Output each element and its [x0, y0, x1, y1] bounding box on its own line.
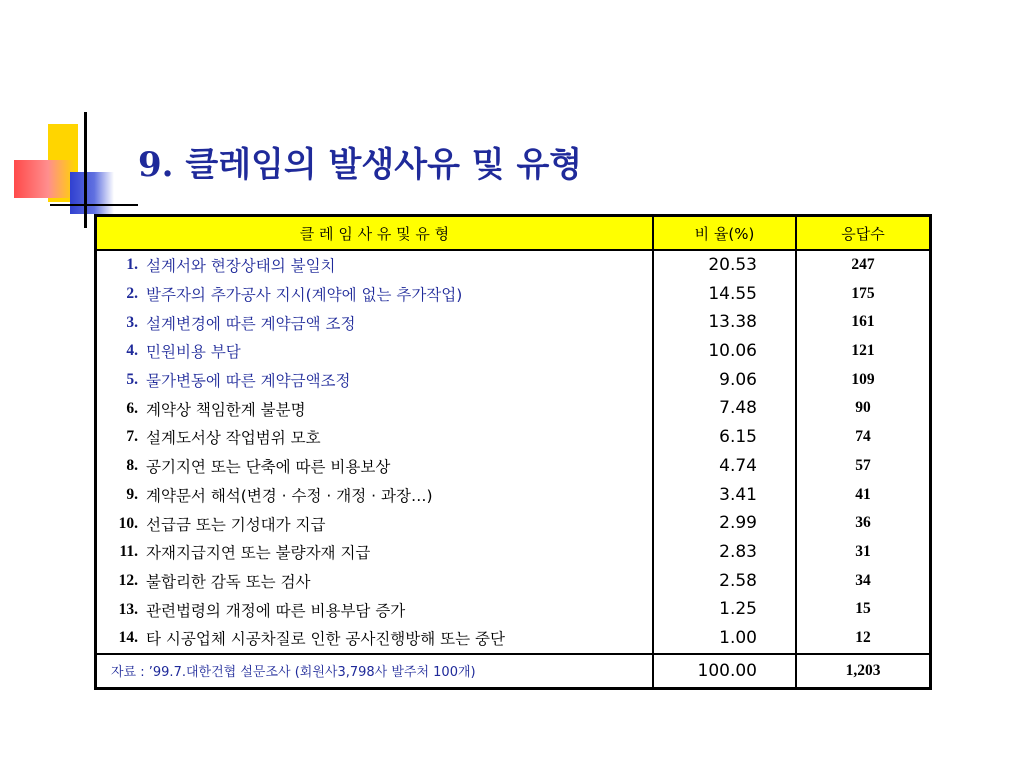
count-value: 41: [855, 485, 871, 503]
ratio-value: 6.15: [719, 427, 757, 448]
reason-text: 설계서와 현장상태의 불일치: [146, 257, 336, 276]
reason-text: 물가변동에 따른 계약금액조정: [146, 372, 351, 391]
ratios-cell: [653, 250, 796, 654]
ratio-value: 7.48: [719, 398, 757, 419]
reason-number: 3.: [126, 313, 138, 331]
reason-number: 13.: [118, 600, 138, 618]
count-value: 36: [855, 514, 871, 532]
count-value: 57: [855, 456, 871, 474]
count-value: 90: [855, 399, 871, 417]
count-value: 74: [855, 428, 871, 446]
ratio-value: 3.41: [719, 484, 757, 505]
ratio-value: 4.74: [719, 455, 757, 476]
reason-text: 발주자의 추가공사 지시(계약에 없는 추가작업): [146, 286, 463, 305]
total-count: 1,203: [796, 654, 931, 689]
reason-number: 4.: [126, 342, 138, 360]
ratio-value: 14.55: [708, 283, 757, 304]
slide-title: [138, 140, 582, 190]
ratio-value: 1.00: [719, 627, 757, 648]
reason-number: 12.: [118, 571, 138, 589]
reason-text: 계약문서 해석(변경 · 수정 · 개정 · 과장…): [146, 486, 433, 505]
reason-item: [97, 394, 652, 423]
count-value: 121: [851, 342, 875, 360]
ratio-value: 10.06: [708, 341, 757, 362]
reason-item: [97, 567, 652, 596]
body-row: [96, 250, 931, 654]
reason-item: [97, 452, 652, 481]
counts-cell: [796, 250, 931, 654]
reasons-cell: [96, 250, 653, 654]
reason-item: [97, 509, 652, 538]
reason-number: 14.: [118, 629, 138, 647]
total-ratio: 100.00: [653, 654, 796, 689]
title-text: 클레임의 발생사유 및 유형: [185, 145, 583, 185]
reason-number: 5.: [126, 371, 138, 389]
reason-text: 자재지급지연 또는 불량자재 지급: [146, 544, 371, 563]
reason-number: 10.: [118, 514, 138, 532]
decor-vertical-line: [84, 112, 87, 228]
reason-item: [97, 337, 652, 366]
reason-item: [97, 538, 652, 567]
reason-number: 6.: [126, 399, 138, 417]
count-value: 31: [855, 542, 871, 560]
count-value: 175: [851, 284, 875, 302]
reason-number: 7.: [126, 428, 138, 446]
reason-text: 타 시공업체 시공차질로 인한 공사진행방해 또는 중단: [146, 630, 505, 649]
reason-item: [97, 308, 652, 337]
header-ratio: 비 율(%): [653, 216, 796, 251]
reason-number: 11.: [119, 543, 138, 561]
reason-text: 민원비용 부담: [146, 343, 241, 362]
count-value: 12: [855, 628, 871, 646]
count-value: 109: [851, 370, 875, 388]
count-value: 15: [855, 600, 871, 618]
reason-item: [97, 366, 652, 395]
reason-number: 8.: [126, 457, 138, 475]
reason-text: 설계도서상 작업범위 모호: [146, 429, 321, 448]
reason-item: [97, 423, 652, 452]
reason-text: 선급금 또는 기성대가 지급: [146, 515, 326, 534]
title-number: 9.: [138, 145, 174, 185]
ratio-value: 13.38: [708, 312, 757, 333]
reason-text: 관련법령의 개정에 따른 비용부담 증가: [146, 601, 406, 620]
header-reason: 클 레 임 사 유 및 유 형: [96, 216, 653, 251]
footer-row: [96, 654, 931, 689]
reason-item: [97, 280, 652, 309]
reason-text: 불합리한 감독 또는 검사: [146, 572, 311, 591]
ratio-value: 2.58: [719, 570, 757, 591]
reason-text: 공기지연 또는 단축에 따른 비용보상: [146, 458, 391, 477]
claim-table: [94, 214, 932, 690]
ratio-value: 9.06: [719, 369, 757, 390]
reason-item: [97, 595, 652, 624]
ratio-value: 2.83: [719, 541, 757, 562]
reason-item: [97, 251, 652, 280]
reason-item: [97, 481, 652, 510]
header-row: [96, 216, 931, 251]
header-count: 응답수: [796, 216, 931, 251]
ratio-value: 2.99: [719, 513, 757, 534]
ratio-value: 1.25: [719, 599, 757, 620]
decor-horizontal-line: [50, 204, 138, 206]
count-value: 161: [851, 313, 875, 331]
reason-text: 계약상 책임한계 불분명: [146, 400, 306, 419]
reason-text: 설계변경에 따른 계약금액 조정: [146, 314, 356, 333]
reason-item: [97, 624, 652, 653]
reason-number: 2.: [126, 285, 138, 303]
reason-number: 1.: [126, 256, 138, 274]
count-value: 247: [851, 256, 875, 273]
count-value: 34: [855, 571, 871, 589]
reason-number: 9.: [126, 485, 138, 503]
source-note: 자료 : ’99.7.대한건협 설문조사 (회원사3,798사 발주처 100개): [96, 654, 653, 689]
ratio-value: 20.53: [708, 255, 757, 275]
decor-red-square: [14, 160, 76, 198]
decor-blue-square: [70, 172, 114, 214]
